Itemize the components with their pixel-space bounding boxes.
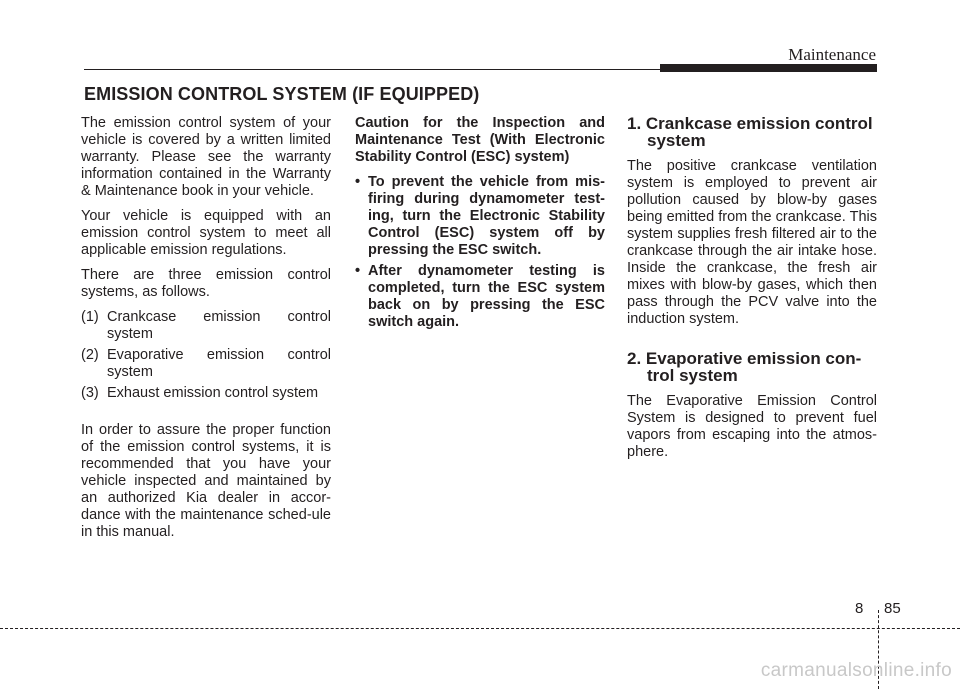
caution-bullet-text: After dynamometer testing is completed, turn the ESC system back on by pressing the ESC switch again. [368,263,605,330]
list-item-text: Crankcase emission control system [107,309,331,342]
column-middle [355,115,605,331]
caution-bullet [355,263,605,331]
list-item [81,347,331,381]
footer-rule [0,628,960,629]
list-item [81,309,331,343]
paragraph-warranty: The emission control system of your vehicle is covered by a written limited warranty. Please see the warranty information contained in the Warranty & Maintenance book in your vehicle. [81,115,331,199]
heading-crankcase: 1. Crankcase emission control system [627,114,873,150]
systems-list [81,309,331,402]
paragraph-equipped: Your vehicle is equipped with an emission control system to meet all applicable emission regulations. [81,208,331,258]
list-item-number: (2) [81,347,99,363]
watermark: carmanualsonline.info [760,660,952,681]
bullet-icon: • [355,263,361,279]
header-rule [84,69,660,70]
list-item-number: (1) [81,309,99,325]
list-item-text: Exhaust emission control system [107,385,319,401]
caution-heading: Caution for the Inspection and Maintenance Test (With Electronic Stability Control (ESC) system) [355,115,605,165]
paragraph-maintenance: In order to assure the proper function of the emission control systems, it is recommended that you have your vehicle inspected and maintained by an authorized Kia dealer in accor-dance with the maintenance sched-ule in this manual. [81,422,331,540]
list-item [81,385,331,402]
caution-bullet-text: To prevent the vehicle from mis-firing during dynamometer test-ing, turn the Electronic Stability Control (ESC) system off by pressing the ESC switch. [368,174,605,258]
list-item-text: Evaporative emission control system [107,347,331,380]
section-title: EMISSION CONTROL SYSTEM (IF EQUIPPED) [84,84,480,104]
column-left [81,115,331,549]
running-header: Maintenance [788,45,876,64]
column-right [627,115,877,469]
heading-evaporative: 2. Evaporative emission con-trol system [627,349,862,385]
paragraph-evaporative: The Evaporative Emission Control System is designed to prevent fuel vapors from escaping into the atmos-phere. [627,393,877,460]
page-number: 85 [884,600,901,617]
bullet-icon: • [355,174,361,190]
header-bar [660,64,877,72]
paragraph-three-systems: There are three emission control systems, as follows. [81,267,331,300]
caution-bullet [355,174,605,259]
list-item-number: (3) [81,385,99,401]
paragraph-crankcase: The positive crankcase ventilation system is employed to prevent air pollution caused by blow-by gases being emitted from the crankcase. This system supplies fresh filtered air to the crankcase through the air intake hose. Inside the crankcase, the fresh air mixes with blow-by gases, which then pass through the PCV valve into the induction system. [627,158,877,327]
chapter-number: 8 [855,600,864,617]
